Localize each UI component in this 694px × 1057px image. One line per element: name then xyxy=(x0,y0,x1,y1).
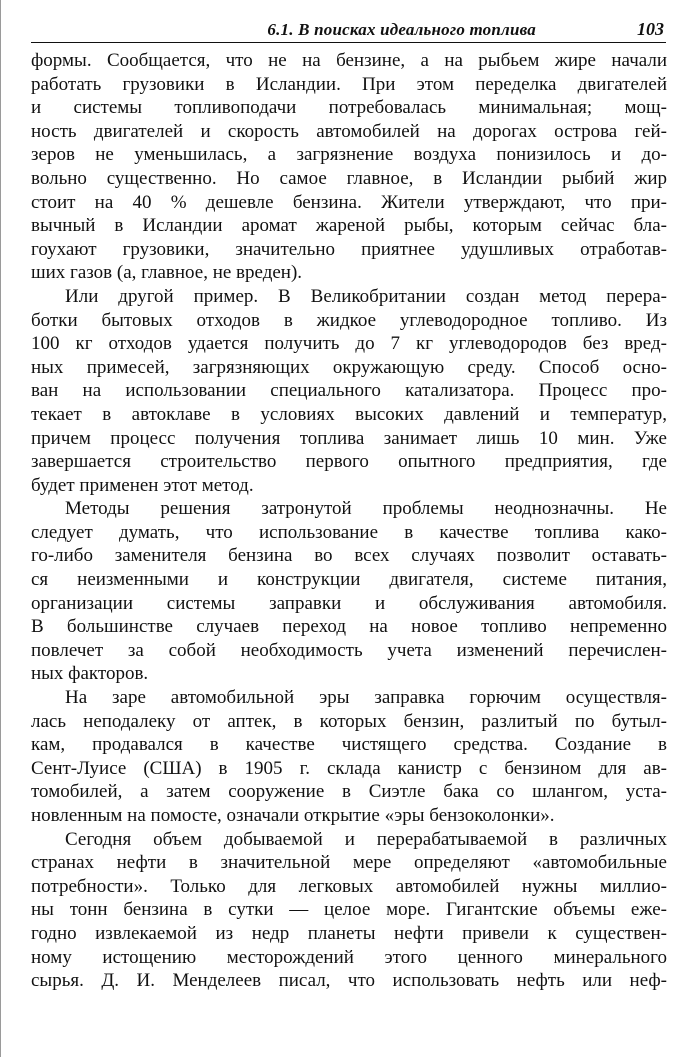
paragraph xyxy=(31,285,667,497)
text-line: кам, продавался в качестве чистящего средства. Создание в xyxy=(31,734,667,756)
paragraph xyxy=(31,497,667,686)
page-number: 103 xyxy=(637,19,664,39)
text-line: ность двигателей и скорость автомобилей на дорогах острова гей- xyxy=(31,120,667,142)
text-line: гоухают грузовики, значительно приятнее удушливых отработав- xyxy=(31,238,667,260)
text-line: формы. Сообщается, что не на бензине, а на рыбьем жире начали xyxy=(31,50,667,71)
running-header xyxy=(31,16,666,43)
text-line: работать грузовики в Исландии. При этом переделка двигателей xyxy=(31,73,667,95)
text-line: ному истощению месторождений этого ценного минерального xyxy=(31,946,667,968)
text-line: организации системы заправки и обслуживания автомобиля. xyxy=(31,592,667,614)
body-text xyxy=(31,49,667,993)
text-line: На заре автомобильной эры заправка горючим осуществля- xyxy=(65,687,667,709)
text-line: Или другой пример. В Великобритании создан метод перера- xyxy=(65,285,667,307)
text-line: вычный в Исландии аромат жареной рыбы, которым сейчас бла- xyxy=(31,215,667,237)
text-line: будет применен этот метод. xyxy=(31,474,254,496)
text-line: томобилей, а затем сооружение в Сиэтле бака со шлангом, уста- xyxy=(31,781,667,803)
text-line: сырья. Д. И. Менделеев писал, что использовать нефть или неф- xyxy=(31,970,667,992)
text-line: причем процесс получения топлива занимает лишь 10 мин. Уже xyxy=(31,427,667,449)
text-line: странах нефти в значительной мере определяют «автомобильные xyxy=(31,852,667,874)
text-line: лась неподалеку от аптек, в которых бензин, разлитый по бутыл- xyxy=(31,710,667,732)
text-line: 100 кг отходов удается получить до 7 кг углеводородов без вред- xyxy=(31,333,667,355)
text-line: ших газов (а, главное, не вреден). xyxy=(31,262,303,284)
text-line: завершается строительство первого опытного предприятия, где xyxy=(31,451,667,473)
text-line: годно извлекаемой из недр планеты нефти привели к существен- xyxy=(31,922,667,944)
text-line: Методы решения затронутой проблемы неоднозначны. Не xyxy=(65,498,667,520)
text-line: и системы топливоподачи потребовалась минимальная; мощ- xyxy=(31,97,667,119)
text-line: стоит на 40 % дешевле бензина. Жители утверждают, что при- xyxy=(31,191,667,213)
text-line: ван на использовании специального катализатора. Процесс про- xyxy=(31,380,667,402)
text-line: повлечет за собой необходимость учета изменений перечислен- xyxy=(31,639,667,661)
text-line: ботки бытовых отходов в жидкое углеводородное топливо. Из xyxy=(31,309,667,331)
text-line: зеров не уменьшилась, а загрязнение воздуха понизилось и до- xyxy=(31,144,667,166)
text-line: ных примесей, загрязняющих окружающую среду. Способ осно- xyxy=(31,356,667,378)
text-line: го-либо заменителя бензина во всех случаях позволит оставать- xyxy=(31,545,667,567)
text-line: ся неизменными и конструкции двигателя, системе питания, xyxy=(31,569,667,591)
text-line: следует думать, что использование в качестве топлива како- xyxy=(31,521,667,543)
text-line: В большинстве случаев переход на новое топливо непременно xyxy=(31,616,667,638)
running-title: 6.1. В поисках идеального топлива xyxy=(267,20,536,39)
text-line: вольно существенно. Но самое главное, в Исландии рыбий жир xyxy=(31,167,667,189)
paragraph xyxy=(31,49,667,285)
text-line: ны тонн бензина в сутки — целое море. Гигантские объемы еже- xyxy=(31,899,667,921)
text-line: ных факторов. xyxy=(31,663,149,685)
text-line: текает в автоклаве в условиях высоких давлений и температур, xyxy=(31,403,667,425)
paragraph xyxy=(31,828,667,993)
paragraph xyxy=(31,686,667,828)
text-line: Сегодня объем добываемой и перерабатываемой в различных xyxy=(65,828,667,850)
text-line: новленным на помосте, означали открытие «эры бензоколонки». xyxy=(31,805,555,826)
text-line: потребности». Только для легковых автомобилей нужны миллио- xyxy=(31,875,667,897)
text-line: Сент-Луисе (США) в 1905 г. склада канистр с бензином для ав- xyxy=(31,757,667,779)
